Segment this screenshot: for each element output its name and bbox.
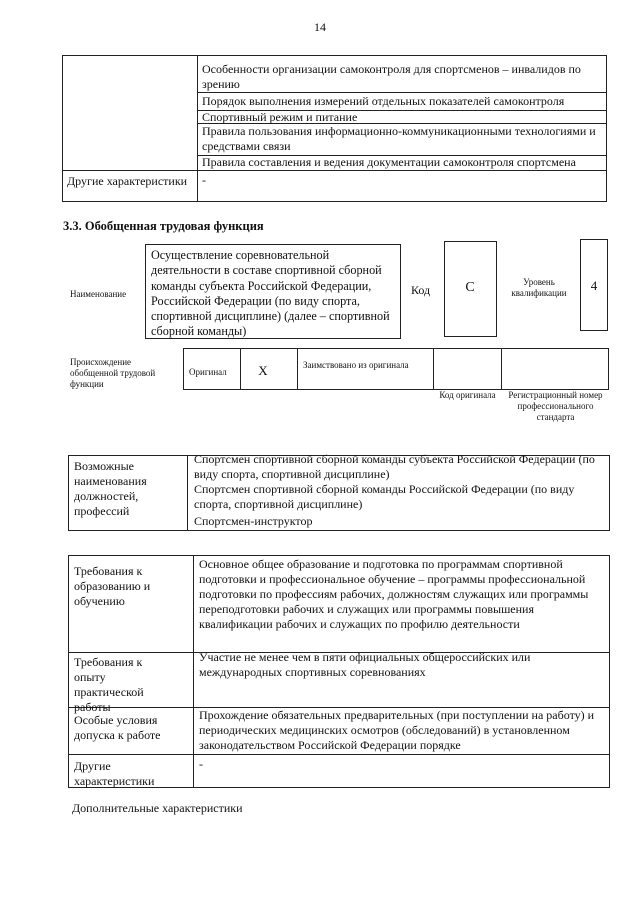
top-table-item: Правила пользования информационно-коммуникационными технологиями и средствами связи [202, 124, 596, 153]
origin-borrowed: Заимствовано из оригинала [303, 360, 409, 370]
experience-label: Требования к опыту практической работы [74, 655, 144, 714]
origin-label: Происхождение обобщенной трудовой функции [70, 357, 156, 389]
experience-value: Участие не менее чем в пяти официальных общероссийских или международных спортивных соревнованиях [199, 650, 531, 679]
name-label: Наименование [70, 289, 127, 299]
req-other-label: Другие характеристики [74, 759, 155, 788]
positions-line: Спортсмен спортивной сборной команды субъекта Российской Федерации (по виду спорта, спортивной дисциплине) [194, 452, 595, 481]
conditions-label: Особые условия допуска к работе [74, 713, 161, 742]
page-number: 14 [314, 20, 326, 34]
req-other-value: - [199, 757, 203, 771]
top-table-item: Правила составления и ведения документации самоконтроля спортсмена [202, 155, 576, 169]
origin-original: Оригинал [189, 367, 227, 377]
code-value: C [465, 280, 475, 295]
top-table-other-value: - [202, 173, 206, 187]
origin-code-caption: Код оригинала [439, 390, 496, 400]
name-value: Осуществление соревновательной деятельности в составе спортивной сборной команды субъекта Российской Федерации, Российской Федерации (по виду спорта, спортивной дисциплине) (далее – спортивной сборной команды) [151, 248, 390, 339]
code-label: Код [411, 283, 431, 297]
section-title: 3.3. Обобщенная трудовая функция [63, 219, 264, 233]
top-table-item: Особенности организации самоконтроля для спортсменов – инвалидов по зрению [202, 62, 581, 91]
origin-reg-caption: Регистрационный номер профессионального стандарта [508, 390, 603, 422]
level-label: Уровень квалификации [511, 277, 567, 298]
level-value: 4 [590, 278, 598, 293]
origin-mark: X [258, 363, 268, 378]
top-table-item: Спортивный режим и питание [202, 110, 358, 124]
top-table-other-label: Другие характеристики [67, 174, 188, 188]
education-label: Требования к образованию и обучению [74, 564, 151, 608]
top-table-item: Порядок выполнения измерений отдельных показателей самоконтроля [202, 94, 565, 108]
positions-line: Спортсмен спортивной сборной команды Российской Федерации (по виду спорта, спортивной дисциплине) [194, 482, 575, 511]
positions-line: Спортсмен-инструктор [194, 514, 313, 528]
conditions-value: Прохождение обязательных предварительных (при поступлении на работу) и периодических медицинских осмотров (обследований) в установленном законодательством Российской Федерации порядке [199, 708, 595, 752]
footer-heading: Дополнительные характеристики [72, 801, 243, 815]
education-value: Основное общее образование и подготовка по программам спортивной подготовки и профессиональное обучение – программы профессиональной подготовки по профессиям рабочих, должностям служащих или программы переподготовки рабочих и служащих или программы повышения квалификации рабочих и служащих по профилю деятельности [199, 557, 589, 631]
positions-label: Возможные наименования должностей, профессий [74, 459, 147, 518]
